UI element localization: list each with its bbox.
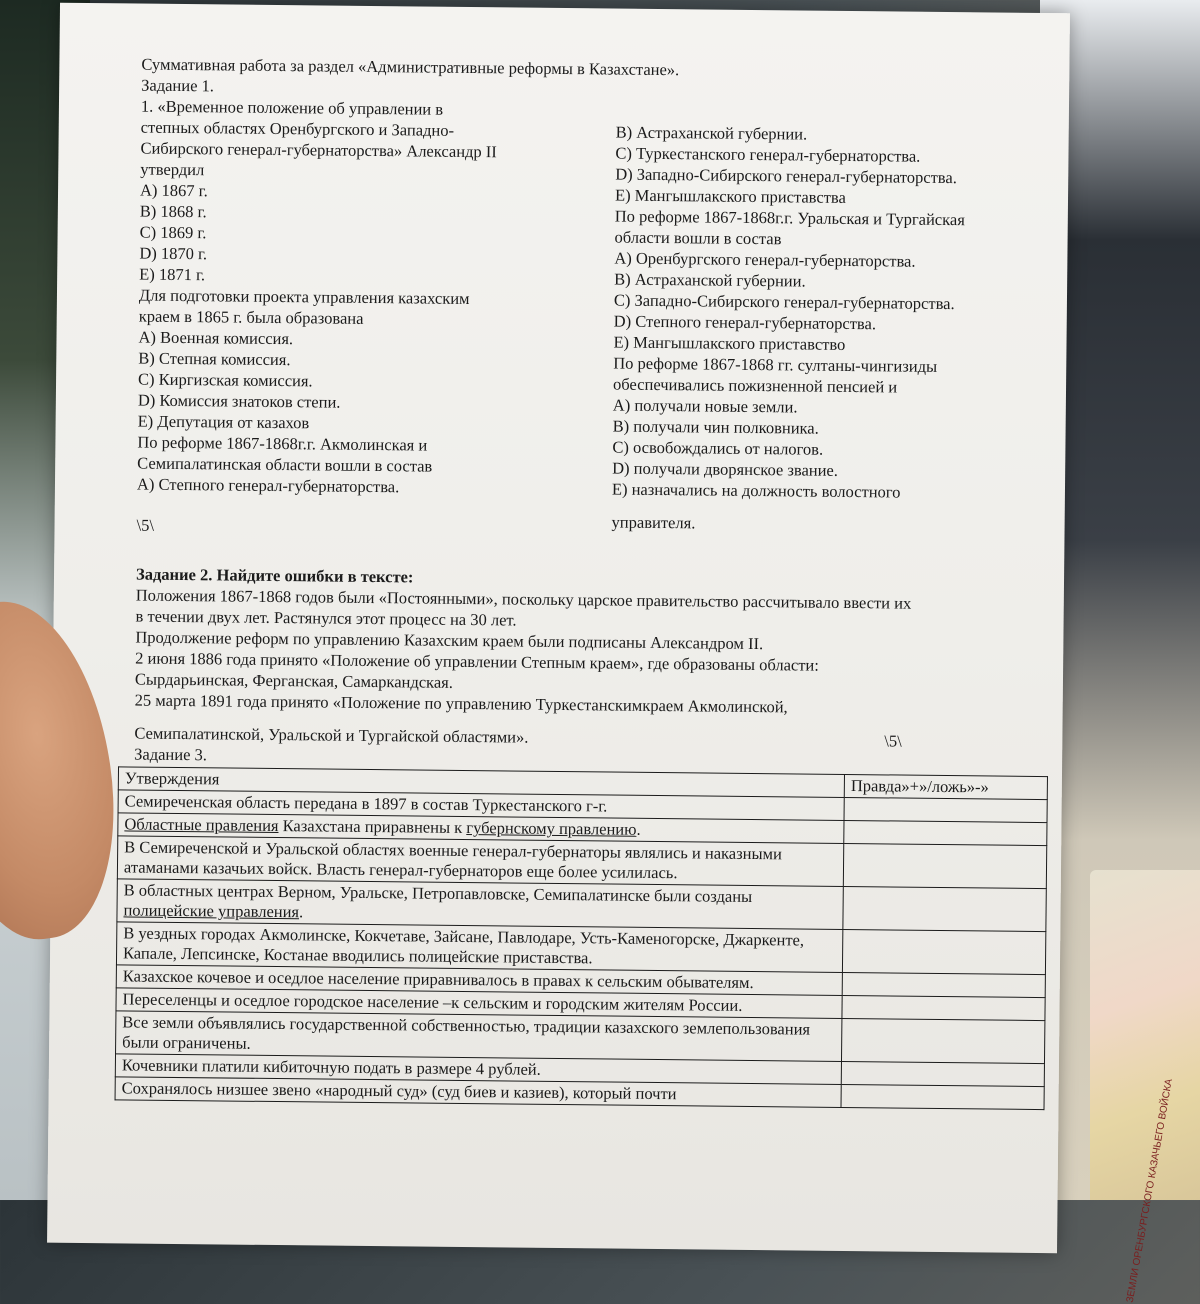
statement-cell: В уездных городах Акмолинске, Кокчетаве, Зайсане, Павлодаре, Усть-Каменогорске, Джаркенте, Капале, Лепсинске, Костанае вводились полицейские приставства. xyxy=(116,922,842,973)
statements-table xyxy=(115,766,1048,1110)
task1-left-line: краем в 1865 г. была образована xyxy=(138,306,364,328)
task1-right-line: А) Оренбургского генерал-губернаторства. xyxy=(614,248,916,271)
task1-label: Задание 1. xyxy=(141,75,215,96)
underlined-term: полицейские управления xyxy=(123,900,300,922)
task1-right-line: D) Степного генерал-губернаторства. xyxy=(613,311,877,334)
task3-section xyxy=(115,743,1059,1110)
statement-text: Казахстана приравнены к xyxy=(278,816,467,838)
task1-left-line: Семипалатинская области вошли в состав xyxy=(137,453,433,476)
task1-right-line: По реформе 1867-1868 гг. султаны-чингизиды xyxy=(613,353,938,376)
statement-cell xyxy=(117,879,843,930)
task1-left-line: Сибирского генерал-губернаторства» Александр II xyxy=(140,138,497,162)
task1-left-line: По реформе 1867-1868г.г. Акмолинская и xyxy=(137,432,428,455)
answer-cell[interactable] xyxy=(841,1018,1044,1063)
map-label: ЗЕМЛИ ОРЕНБУРГСКОГО КАЗАЧЬЕГО ВОЙСКА xyxy=(1124,1078,1175,1304)
task1-right-line: Е) назначались на должность волостного xyxy=(611,479,901,502)
task2-line: Положения 1867-1868 годов были «Постоянными», поскольку царское правительство рассчитывало ввести их xyxy=(135,585,912,613)
statement-text: . xyxy=(298,902,304,922)
task1-right-line: В) получали чин полковника. xyxy=(612,416,819,438)
statement-text: В областных центрах Верном, Уральске, Петропавловске, Семипалатинске были созданы xyxy=(123,880,753,907)
task1-right-line: С) Западно-Сибирского генерал-губернаторства. xyxy=(613,290,955,314)
task1-left-line: степных областях Оренбургского и Западно- xyxy=(140,117,455,140)
answer-cell[interactable] xyxy=(844,797,1047,822)
task1-left-line: 1. «Временное положение об управлении в xyxy=(140,96,444,119)
task1-left-line: утвердил xyxy=(140,159,205,180)
task2-line: Семипалатинской, Уральской и Тургайской областями». xyxy=(134,723,529,747)
task2-line: Продолжение реформ по управлению Казахским краем были подписаны Александром II. xyxy=(135,627,764,654)
col-header-answer: Правда»+»/ложь»-» xyxy=(844,774,1047,799)
col-header-statements: Утверждения xyxy=(118,767,844,798)
task1-right-line: В) Астраханской губернии. xyxy=(614,269,806,291)
underlined-term: Областные правления xyxy=(124,814,279,836)
task1-left-line: В) 1868 г. xyxy=(139,201,207,222)
statement-cell: Семиреченская область передана в 1897 в состав Туркестанского г-г. xyxy=(118,790,844,821)
answer-cell[interactable] xyxy=(844,820,1047,845)
task1-right-line: По реформе 1867-1868г.г. Уральская и Тургайская xyxy=(614,206,965,230)
task2-line: 2 июня 1886 года принято «Положение об управлении Степным краем», где образованы области: xyxy=(135,648,820,675)
task2-heading: Задание 2. Найдите ошибки в тексте: xyxy=(135,564,414,587)
task1-right-line: обеспечивались пожизненной пенсией и xyxy=(612,374,898,397)
task1-left-line: С) Киргизская комиссия. xyxy=(137,369,313,391)
task1-right-line: С) освобождались от налогов. xyxy=(612,437,824,459)
task1-right-line: В) Астраханской губернии. xyxy=(615,122,808,144)
answer-cell[interactable] xyxy=(843,886,1046,931)
task1-left-line: А) 1867 г. xyxy=(139,180,208,201)
task1-left-line: С) 1869 г. xyxy=(139,222,207,243)
statement-cell: Все земли объявлялись государственной собственностью, традиции казахского землепользования были ограничены. xyxy=(116,1011,842,1062)
task1-left-line: А) Военная комиссия. xyxy=(138,327,294,349)
task1-score: \5\ xyxy=(136,515,155,535)
task1-left-line: D) Комиссия знатоков степи. xyxy=(137,390,341,412)
task1-right-line: D) получали дворянское звание. xyxy=(612,458,839,480)
task3-label: Задание 3. xyxy=(134,744,208,765)
answer-cell[interactable] xyxy=(842,929,1045,974)
task2-section xyxy=(134,564,1036,753)
worksheet-title: Суммативная работа за раздел «Административные реформы в Казахстане». xyxy=(141,54,680,80)
task1-right-line: области вошли в состав xyxy=(614,227,782,249)
task1-right-line: С) Туркестанского генерал-губернаторства. xyxy=(615,143,921,166)
task1-left-line: А) Степного генерал-губернаторства. xyxy=(136,474,400,497)
task1-right-line: А) получали новые земли. xyxy=(612,395,798,417)
answer-cell[interactable] xyxy=(842,972,1045,997)
task1-right-line: управителя. xyxy=(611,512,696,533)
statement-cell: Кочевники платили кибиточную подать в размере 4 рублей. xyxy=(115,1054,841,1085)
answer-cell[interactable] xyxy=(841,1084,1044,1109)
task1-right-line: Е) Мангышлакского приставства xyxy=(614,185,846,207)
statement-cell: Переселенцы и оседлое городское население –к сельским и городским жителям России. xyxy=(116,988,842,1019)
task1-left-line: Е) Депутация от казахов xyxy=(137,411,310,433)
task1-right-line: D) Западно-Сибирского генерал-губернаторства. xyxy=(615,164,957,188)
task2-line: 25 марта 1891 года принято «Положение по управлению Туркестанскимкраем Акмолинской, xyxy=(134,690,788,717)
statement-text: . xyxy=(636,819,641,839)
map-corner xyxy=(1090,870,1200,1304)
task1-right-column xyxy=(612,122,1046,537)
task2-line: в течении двух лет. Растянулся этот процесс на 30 лет. xyxy=(135,606,517,630)
task1-left-line: В) Степная комиссия. xyxy=(138,348,291,370)
statement-cell: В Семиреченской и Уральской областях военные генерал-губернаторы являлись и наказными атаманами казачьих войск. Власть генерал-губернаторов еще более усилилась. xyxy=(117,836,843,887)
task1-left-line: Для подготовки проекта управления казахским xyxy=(138,285,470,309)
worksheet-paper xyxy=(47,3,1070,1254)
statement-cell: Казахское кочевое и оседлое население приравнивалось в правах к сельским обывателям. xyxy=(116,965,842,996)
task1-left-line: D) 1870 г. xyxy=(139,243,208,264)
task1-right-line: Е) Мангышлакского приставство xyxy=(613,332,846,354)
task2-score: \5\ xyxy=(884,731,902,751)
answer-cell[interactable] xyxy=(843,843,1046,888)
worksheet-content xyxy=(121,54,1041,1104)
task1-left-column xyxy=(136,75,601,541)
underlined-term: губернскому правлению xyxy=(466,818,637,839)
answer-cell[interactable] xyxy=(842,995,1045,1020)
statement-cell: Сохранялось низшее звено «народный суд» (суд биев и казиев), который почти xyxy=(115,1077,841,1108)
task2-line: Сырдарьинская, Ферганская, Самаркандская. xyxy=(134,669,454,692)
task1-left-line: Е) 1871 г. xyxy=(139,264,206,285)
answer-cell[interactable] xyxy=(841,1061,1044,1086)
